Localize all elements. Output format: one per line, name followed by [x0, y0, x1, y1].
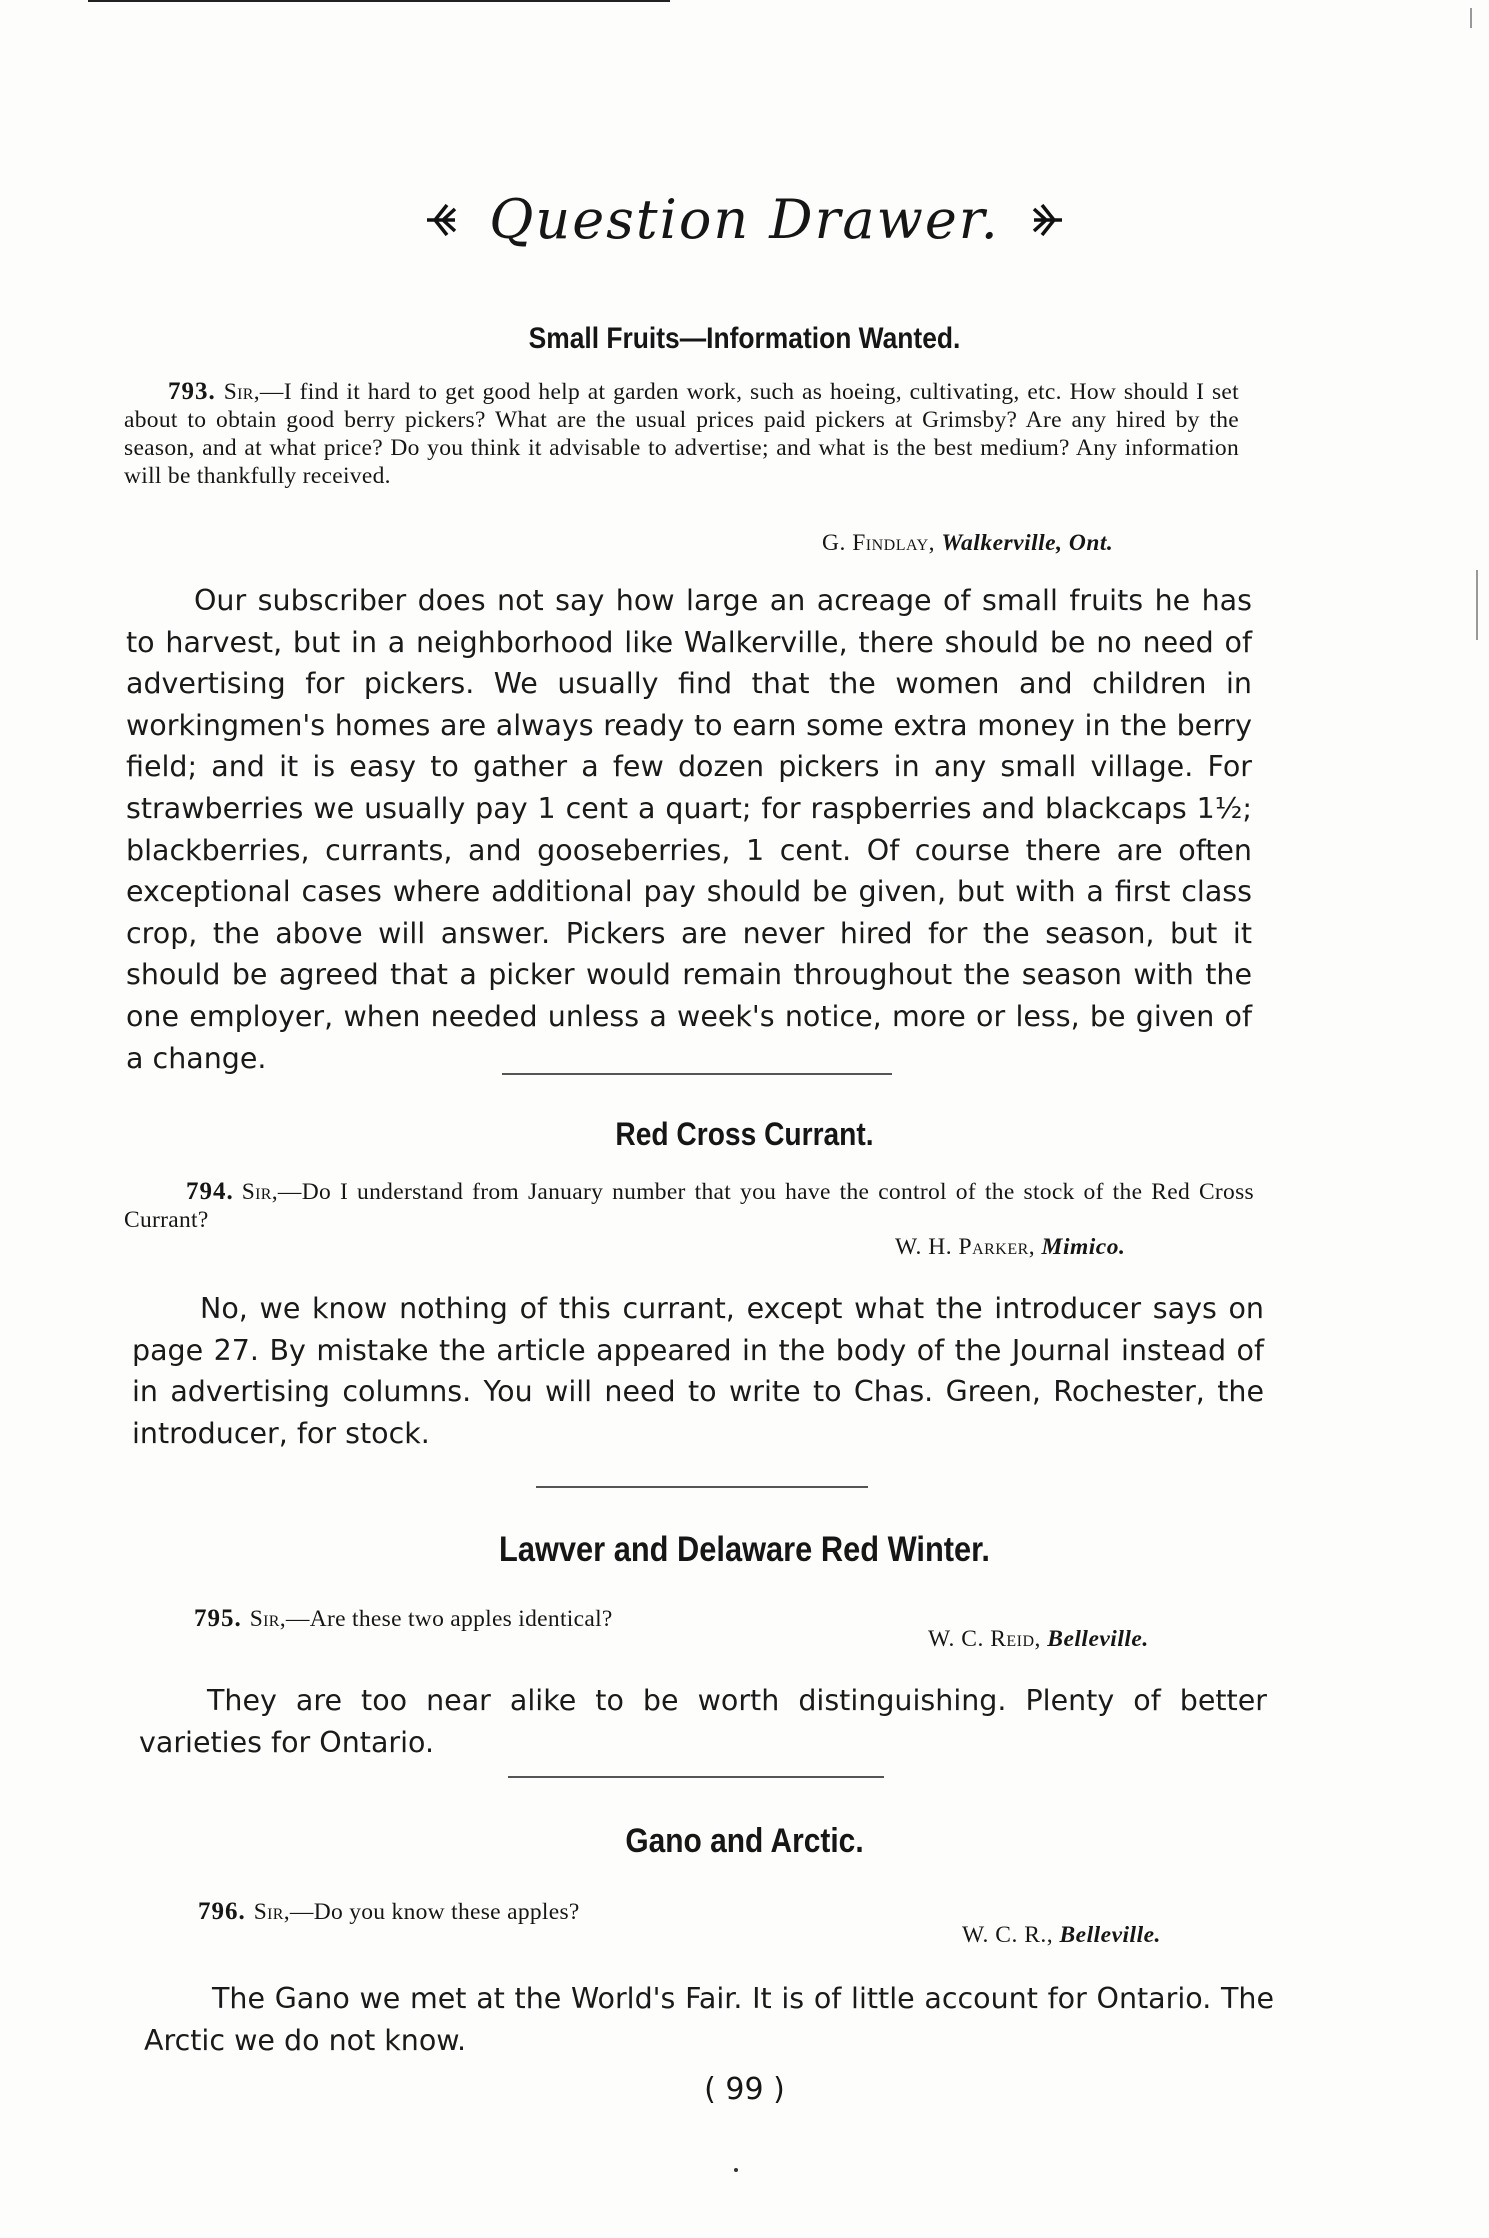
answer-body: They are too near alike to be worth distinguishing. Plenty of better varieties for Ontario.	[139, 1684, 1267, 1759]
signature-place: Walkerville, Ont.	[941, 530, 1114, 556]
answer-text	[139, 1680, 1267, 1763]
top-border-line	[88, 0, 670, 2]
question-number: 796.	[198, 1898, 246, 1925]
signature-place: Belleville.	[1059, 1922, 1161, 1948]
salutation: Sir,	[223, 379, 260, 405]
answer-text	[126, 580, 1252, 1079]
margin-mark	[1470, 8, 1472, 28]
salutation: Sir,	[241, 1179, 278, 1205]
ink-speck	[734, 2168, 738, 2172]
section-divider	[508, 1776, 884, 1778]
question-body: —Are these two apples identical?	[285, 1606, 613, 1632]
answer-body: The Gano we met at the World's Fair. It is of little account for Ontario. The Arctic we do not know.	[144, 1982, 1274, 2057]
salutation: Sir,	[253, 1899, 290, 1925]
section-heading: Small Fruits—Information Wanted.	[528, 322, 961, 355]
signature-name: W. C. R.,	[962, 1922, 1054, 1948]
section-heading: Gano and Arctic.	[625, 1822, 864, 1860]
margin-mark	[1476, 570, 1478, 640]
question-body: —Do I understand from January number that you have the control of the stock of the Red Cross Currant?	[124, 1179, 1254, 1233]
question-text	[198, 1898, 898, 1926]
left-ornament-icon	[425, 201, 459, 239]
signature	[962, 1922, 1161, 1949]
section-divider	[502, 1073, 892, 1075]
signature	[822, 530, 1113, 557]
right-ornament-icon	[1030, 201, 1064, 239]
answer-text	[132, 1288, 1264, 1454]
answer-body: No, we know nothing of this currant, except what the introducer says on page 27. By mistake the article appeared in the body of the Journal instead of in advertising columns. You will need to write to Chas. Green, Rochester, the introducer, for stock.	[132, 1292, 1264, 1450]
signature	[895, 1234, 1125, 1261]
signature-name: W. C. Reid,	[928, 1626, 1041, 1652]
answer-body: Our subscriber does not say how large an acreage of small fruits he has to harvest, but in a neighborhood like Walkerville, there should be no need of advertising for pickers. We usually find that the women and children in workingmen's homes are always ready to earn some extra money in the berry field; and it is easy to gather a few dozen pickers in any small village. For strawberries we usually pay 1 cent a quart; for raspberries and blackcaps 1½; blackberries, currants, and gooseberries, 1 cent. Of course there are often exceptional cases where additional pay should be given, but with a first class crop, the above will answer. Pickers are never hired for the season, but it should be agreed that a picker would remain throughout the season with the one employer, when needed unless a week's notice, more or less, be given of a change.	[126, 584, 1252, 1075]
question-number: 794.	[186, 1178, 234, 1205]
salutation: Sir,	[249, 1606, 286, 1632]
signature-place: Mimico.	[1041, 1234, 1126, 1260]
question-text	[194, 1605, 994, 1633]
page-number: ( 99 )	[704, 2072, 785, 2107]
masthead	[0, 188, 1489, 251]
section-divider	[536, 1486, 868, 1488]
section-heading: Lawver and Delaware Red Winter.	[499, 1530, 990, 1569]
signature-place: Belleville.	[1047, 1626, 1149, 1652]
question-number: 795.	[194, 1605, 242, 1632]
signature-name: W. H. Parker,	[895, 1234, 1036, 1260]
signature	[928, 1626, 1149, 1653]
section-heading: Red Cross Currant.	[615, 1116, 874, 1152]
masthead-title: Question Drawer.	[489, 188, 1000, 251]
question-number: 793.	[168, 378, 216, 405]
question-text	[124, 378, 1239, 490]
question-text	[124, 1178, 1254, 1234]
question-body: —I find it hard to get good help at garden work, such as hoeing, cultivating, etc. How should I set about to obtain good berry pickers? What are the usual prices paid pickers at Grimsby? Are any hired by the season, and at what price? Do you think it advisable to advertise; and what is the best medium? Any information will be thankfully received.	[124, 379, 1239, 489]
answer-text	[144, 1978, 1274, 2061]
signature-name: G. Findlay,	[822, 530, 936, 556]
question-body: —Do you know these apples?	[289, 1899, 580, 1925]
